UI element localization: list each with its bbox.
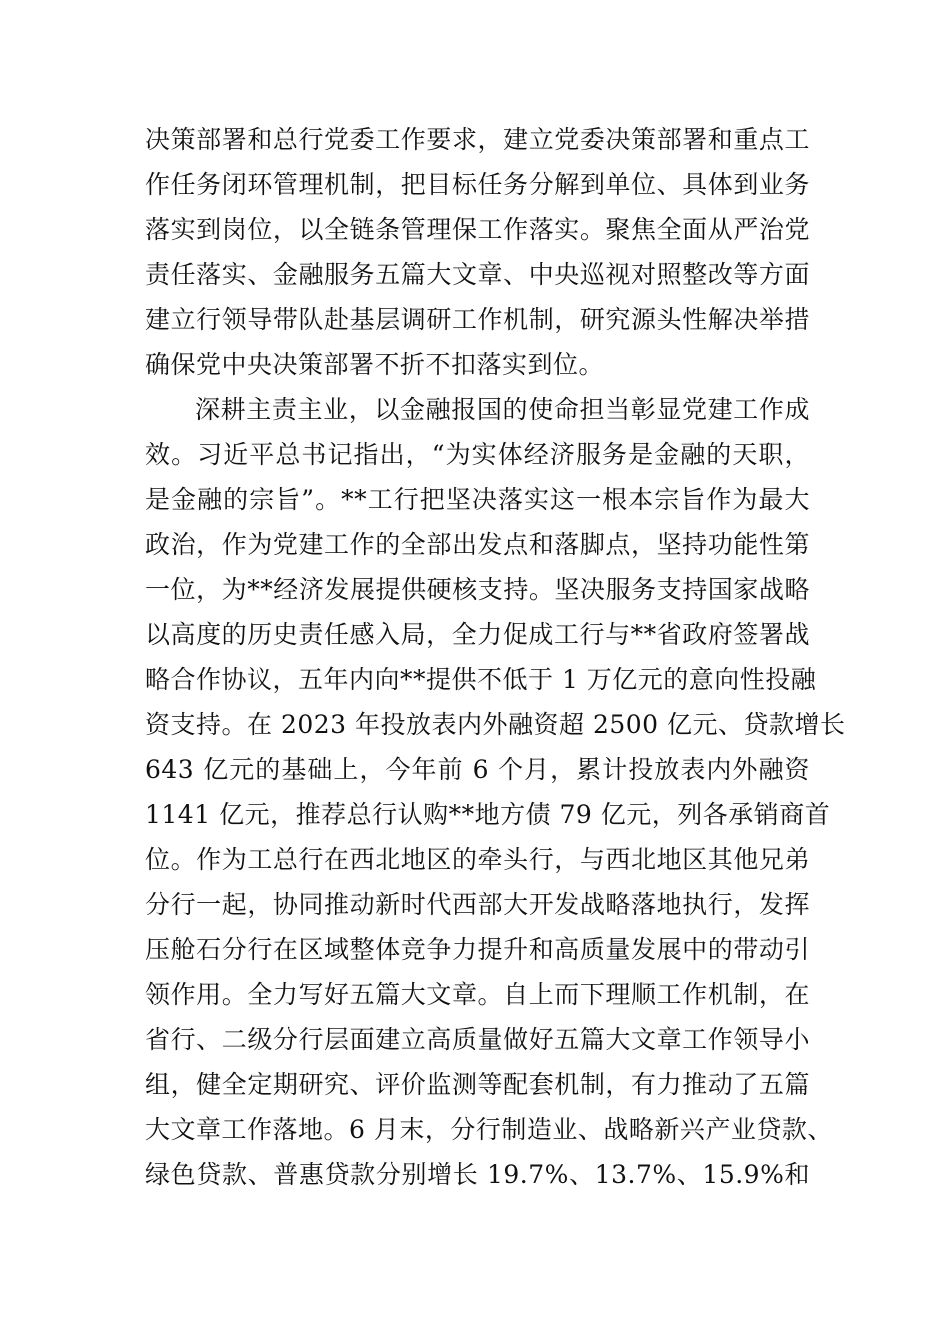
text-line: 资支持。在 2023 年投放表内外融资超 2500 亿元、贷款增长 [145, 710, 846, 739]
text-line: 政治，作为党建工作的全部出发点和落脚点，坚持功能性第 [145, 530, 810, 559]
text-line: 省行、二级分行层面建立高质量做好五篇大文章工作领导小 [145, 1025, 810, 1054]
text-line: 一位，为**经济发展提供硬核支持。坚决服务支持国家战略 [145, 575, 810, 604]
text-line: 1141 亿元，推荐总行认购**地方债 79 亿元，列各承销商首 [145, 800, 831, 829]
text-line: 大文章工作落地。6 月末，分行制造业、战略新兴产业贷款、 [145, 1115, 833, 1144]
text-line: 绿色贷款、普惠贷款分别增长 19.7%、13.7%、15.9%和 [145, 1160, 810, 1189]
text-line: 分行一起，协同推动新时代西部大开发战略落地执行，发挥 [145, 890, 810, 919]
text-line: 责任落实、金融服务五篇大文章、中央巡视对照整改等方面 [145, 260, 810, 289]
text-line: 确保党中央决策部署不折不扣落实到位。 [145, 350, 605, 379]
text-line: 以高度的历史责任感入局，全力促成工行与**省政府签署战 [145, 620, 810, 649]
text-line: 作任务闭环管理机制，把目标任务分解到单位、具体到业务 [145, 170, 810, 199]
text-line: 决策部署和总行党委工作要求，建立党委决策部署和重点工 [145, 125, 810, 154]
text-line: 深耕主责主业，以金融报国的使命担当彰显党建工作成 [195, 395, 810, 424]
text-line: 效。习近平总书记指出，“为实体经济服务是金融的天职， [145, 440, 810, 469]
text-line: 是金融的宗旨”。**工行把坚决落实这一根本宗旨作为最大 [145, 485, 810, 514]
text-line: 领作用。全力写好五篇大文章。自上而下理顺工作机制，在 [145, 980, 810, 1009]
text-line: 略合作协议，五年内向**提供不低于 1 万亿元的意向性投融 [145, 665, 817, 694]
text-line: 压舱石分行在区域整体竞争力提升和高质量发展中的带动引 [145, 935, 810, 964]
text-line: 643 亿元的基础上，今年前 6 个月，累计投放表内外融资 [145, 755, 810, 784]
text-line: 组，健全定期研究、评价监测等配套机制，有力推动了五篇 [145, 1070, 810, 1099]
text-line: 建立行领导带队赴基层调研工作机制，研究源头性解决举措 [145, 305, 810, 334]
text-line: 落实到岗位，以全链条管理保工作落实。聚焦全面从严治党 [145, 215, 810, 244]
text-line: 位。作为工总行在西北地区的牵头行，与西北地区其他兄弟 [145, 845, 810, 874]
